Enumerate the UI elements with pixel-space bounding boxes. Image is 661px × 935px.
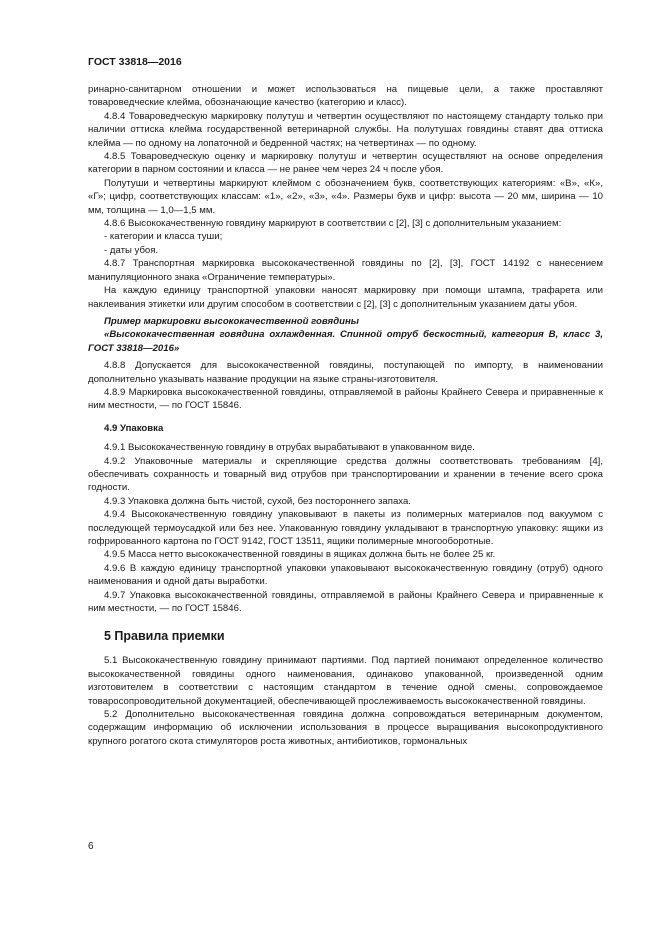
section-heading-4-9: 4.9 Упаковка — [104, 422, 164, 434]
document-header: ГОСТ 33818—2016 — [88, 56, 182, 68]
paragraph-4-9-7: 4.9.7 Упаковка высококачественной говядины, отправляемой в районы Крайнего Севера и приравненные к ним местности, — по ГОСТ 15846. — [88, 589, 603, 615]
paragraph-continued: ринарно-санитарном отношении и может использоваться на пищевые цели, а также проставляют товароведческие клейма, обозначающие качество (категорию и класс). — [88, 84, 603, 109]
paragraph-4-8-7: 4.8.7 Транспортная маркировка высококачественной говядины по [2], [3], ГОСТ 14192 с нанесением манипуляционного знака «Ограничение температуры». — [88, 258, 603, 283]
list-item-category: - категории и класса туши; — [104, 231, 223, 243]
document-body — [88, 83, 603, 748]
paragraph-4-8-6: 4.8.6 Высококачественную говядину маркируют в соответствии с [2], [3] с дополнительным указанием: — [104, 218, 562, 230]
paragraph-transport-marking: На каждую единицу транспортной упаковки наносят маркировку при помощи штампа, трафарета или наклеивания этикетки или другим способом в соответствии с [2], [3] с дополнительным указанием даты убоя. — [88, 285, 603, 310]
paragraph-stamp-letters: Полутуши и четвертины маркируют клеймом с обозначением букв, соответствующих категориям: «В», «К», «Г»; цифр, соответствующих классам: «1», «2», «3», «4». Размеры букв и цифр: высота — 20 мм, ширина — 10 мм, толщина — 1,0—1,5 мм. — [88, 177, 603, 216]
example-text: «Высококачественная говядина охлажденная. Спинной отруб бескостный, категория В, класс 3, ГОСТ 33818—2016» — [88, 329, 603, 354]
paragraph-4-9-3: 4.9.3 Упаковка должна быть чистой, сухой, без постороннего запаха. — [104, 495, 411, 507]
paragraph-4-8-4: 4.8.4 Товароведческую маркировку полутуш и четвертин осуществляют по настоящему стандарту только при наличии оттиска клейма государственной ветеринарной службы. На полутушах говядины ставят два оттиска клейма — по одному на лопаточной и бедренной частях; на четвертинах — по одному. — [88, 110, 603, 149]
page-number: 6 — [88, 841, 94, 852]
paragraph-4-8-5: 4.8.5 Товароведческую оценку и маркировку полутуш и четвертин осуществляют на основе определения категории в парном состоянии и класса — не ранее чем через 24 ч после убоя. — [88, 151, 603, 176]
paragraph-5-2: 5.2 Дополнительно высококачественная говядина должна сопровождаться ветеринарным документом, содержащим информацию об исключении использования в процессе выращивания высокопродуктивного крупного рогатого скота стимуляторов роста животных, антибиотиков, гормональных — [88, 709, 603, 747]
list-item-date: - даты убоя. — [104, 244, 159, 256]
paragraph-4-9-1: 4.9.1 Высококачественную говядину в отрубах вырабатывают в упакованном виде. — [104, 442, 475, 454]
paragraph-5-1: 5.1 Высококачественную говядину принимают партиями. Под партией понимают определенное количество высококачественной говядины одного наименования, одинаково упакованной, произведенной одним изготовителем в соответствии с настоящим стандартом в течение одной смены, сопровождаемое товаросопроводительной документацией, обеспечивающей прослеживаемость высококачественной говядины. — [88, 655, 603, 707]
paragraph-4-9-4: 4.9.4 Высококачественную говядину упаковывают в пакеты из полимерных материалов под вакуумом с последующей термоусадкой или без нее. Упакованную говядину укладывают в транспортную упаковку: ящики из гофрированного картона по ГОСТ 9142, ГОСТ 13511, ящики полимерные многооборотные. — [88, 509, 603, 547]
paragraph-4-8-9: 4.8.9 Маркировка высококачественной говядины, отправляемой в районы Крайнего Севера и приравненные к ним местности, — по ГОСТ 15846. — [88, 386, 603, 412]
paragraph-4-9-2: 4.9.2 Упаковочные материалы и скрепляющие средства должны соответствовать требованиям [4], обеспечивать сохранность и товарный вид отрубов при транспортировании и хранении в течение всего срока годности. — [88, 455, 603, 494]
paragraph-4-9-5: 4.9.5 Масса нетто высококачественной говядины в ящиках должна быть не более 25 кг. — [104, 549, 496, 561]
section-heading-5: 5 Правила приемки — [104, 629, 225, 644]
example-title: Пример маркировки высококачественной говядины — [104, 315, 359, 327]
paragraph-4-8-8: 4.8.8 Допускается для высококачественной говядины, поступающей по импорту, в наименовании дополнительно указывать название продукции на языке страны-изготовителя. — [88, 360, 603, 385]
paragraph-4-9-6: 4.9.6 В каждую единицу транспортной упаковки упаковывают высококачественную говядину (отруб) одного наименования и одной даты выработки. — [88, 562, 603, 588]
